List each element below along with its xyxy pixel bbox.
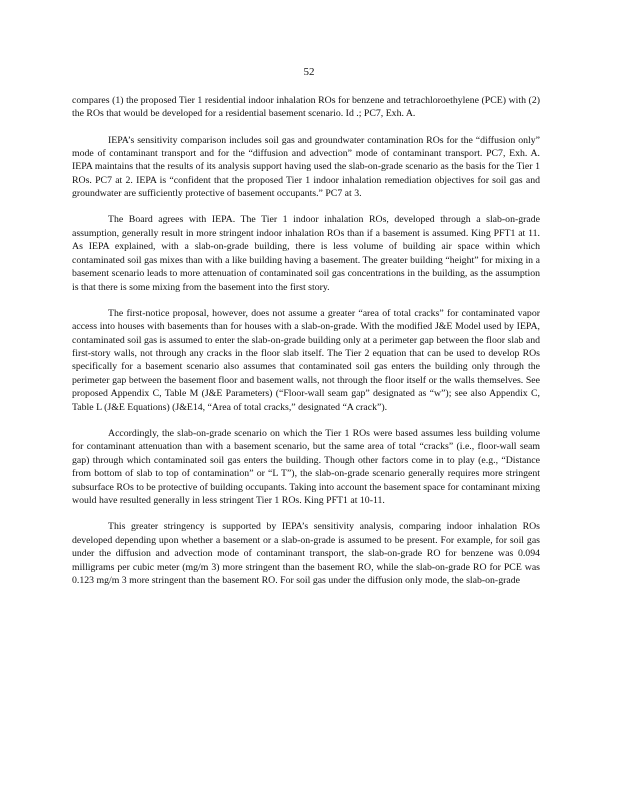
- paragraph: The Board agrees with IEPA. The Tier 1 indoor inhalation ROs, developed through a slab-on-grade assumption, generally result in more stringent indoor inhalation ROs than if a basement is assumed. King PFT1 at 11. As IEPA explained, with a slab-on-grade building, there is less volume of building air space within which contaminated soil gas mixes than with a like building having a basement. The greater building “height” for mixing in a basement scenario leads to more attenuation of contaminated soil gas concentrations in the building, as the assumption is that there is some mixing from the basement into the first story.: [72, 214, 540, 293]
- page-number: 52: [303, 66, 315, 78]
- paragraph: The first-notice proposal, however, does not assume a greater “area of total cracks” for contaminated vapor access into houses with basements than for houses with a slab-on-grade. With the modified J&E Model used by IEPA, contaminated soil gas is assumed to enter the slab-on-grade building only at a perimeter gap between the floor slab and first-story walls, not through any cracks in the floor slab itself. The Tier 2 equation that can be used to develop ROs specifically for a basement scenario also assumes that contaminated soil gas enters the building only through the perimeter gap between the basement floor and basement walls, not through the floor itself or the walls themselves. See proposed Appendix C, Table M (J&E Parameters) (“Floor-wall seam gap” designated as “w”); see also Appendix C, Table L (J&E Equations) (J&E14, “Area of total cracks,” designated “A crack”).: [72, 307, 540, 413]
- paragraph: compares (1) the proposed Tier 1 residential indoor inhalation ROs for benzene and tetrachloroethylene (PCE) with (2) the ROs that would be developed for a residential basement scenario. Id .; PC7, Exh. A.: [72, 95, 540, 120]
- body-text: [72, 94, 540, 587]
- paragraph: IEPA’s sensitivity comparison includes soil gas and groundwater contamination ROs for the “diffusion only” mode of contaminant transport and for the “diffusion and advection” mode of contaminant transport. PC7, Exh. A. IEPA maintains that the results of its analysis support having used the slab-on-grade scenario as the basis for the Tier 1 ROs. PC7 at 2. IEPA is “confident that the proposed Tier 1 indoor inhalation remediation objectives for soil gas and groundwater are sufficiently protective of basement occupants.” PC7 at 3.: [72, 134, 540, 200]
- paragraph: This greater stringency is supported by IEPA’s sensitivity analysis, comparing indoor inhalation ROs developed depending upon whether a basement or a slab-on-grade is assumed to be present. For example, for soil gas under the diffusion and advection mode of contaminant transport, the slab-on-grade RO for benzene was 0.094 milligrams per cubic meter (mg/m 3) more stringent than the basement RO, while the slab-on-grade RO for PCE was 0.123 mg/m 3 more stringent than the basement RO. For soil gas under the diffusion only mode, the slab-on-grade: [72, 521, 540, 587]
- paragraph: Accordingly, the slab-on-grade scenario on which the Tier 1 ROs were based assumes less building volume for contaminant attenuation than with a basement scenario, but the same area of total “cracks” (i.e., floor-wall seam gap) through which contaminated soil gas enters the building. Though other factors come in to play (e.g., “Distance from bottom of slab to top of contamination” or “L T”), the slab-on-grade scenario generally requires more stringent subsurface ROs to be protective of building occupants. Taking into account the basement space for contaminant mixing would have resulted generally in less stringent Tier 1 ROs. King PFT1 at 10-11.: [72, 427, 540, 507]
